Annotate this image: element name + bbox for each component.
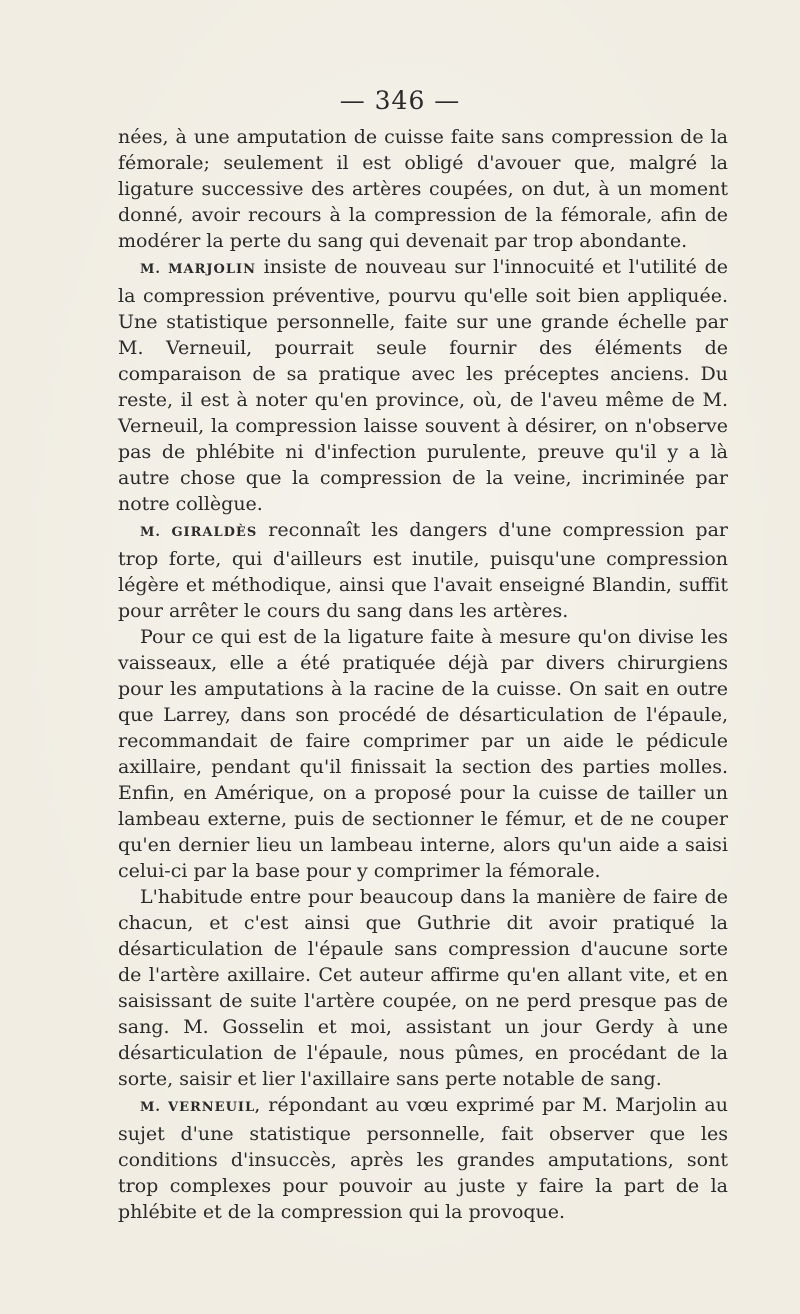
paragraph-ligature (118, 624, 728, 884)
paragraph-text: L'habitude entre pour beaucoup dans la manière de faire de chacun, et c'est ainsi que Guthrie dit avoir pratiqué la désarticulation de l'épaule sans compression d'aucune sorte de l'artère axillaire. Cet auteur affirme qu'en allant vite, et en saisissant de suite l'artère coupée, on ne perd presque pas de sang. M. Gosselin et moi, assistant un jour Gerdy à une désarticulation de l'épaule, nous pûmes, en procédant de la sorte, saisir et lier l'axillaire sans perte notable de sang. (118, 886, 728, 1090)
body-text (118, 124, 728, 1225)
page-number: — 346 — (339, 86, 461, 115)
paragraph-marjolin (118, 254, 728, 517)
paragraph-text: insiste de nouveau sur l'innocuité et l'utilité de la compression préventive, pourvu qu'elle soit bien appliquée. Une statistique personnelle, faite sur une grande échelle par M. Verneuil, pourrait seule fournir des éléments de comparaison de sa pratique avec les préceptes anciens. Du reste, il est à noter qu'en province, où, de l'aveu même de M. Verneuil, la compression laisse souvent à désirer, on n'observe pas de phlébite ni d'infection purulente, preuve qu'il y a là autre chose que la compression de la veine, incriminée par notre collègue. (118, 256, 728, 515)
paragraph-text: répondant au vœu exprimé par M. Marjolin au sujet d'une statistique personnelle, fait observer que les conditions d'insuccès, après les grandes amputations, sont trop complexes pour pouvoir au juste y faire la part de la phlébite et de la compression qui la provoque. (118, 1094, 728, 1223)
paragraph-text: Pour ce qui est de la ligature faite à mesure qu'on divise les vaisseaux, elle a été pratiquée déjà par divers chirurgiens pour les amputations à la racine de la cuisse. On sait en outre que Larrey, dans son procédé de désarticulation de l'épaule, recommandait de faire comprimer par un aide le pédicule axillaire, pendant qu'il finissait la section des parties molles. Enfin, en Amérique, on a proposé pour la cuisse de tailler un lambeau externe, puis de sectionner le fémur, et de ne couper qu'en dernier lieu un lambeau interne, alors qu'un aide a saisi celui-ci par la base pour y comprimer la fémorale. (118, 626, 728, 882)
paragraph-continuation (118, 124, 728, 254)
paragraph-verneuil (118, 1092, 728, 1225)
speaker-name: M. VERNEUIL, (140, 1100, 261, 1115)
speaker-name: M. GIRALDÈS (140, 525, 258, 540)
paragraph-text: nées, à une amputation de cuisse faite sans compression de la fémorale; seulement il est obligé d'avouer que, malgré la ligature successive des artères coupées, on dut, à un moment donné, avoir recours à la compression de la fémorale, afin de modérer la perte du sang qui devenait par trop abondante. (118, 126, 728, 252)
speaker-name: M. MARJOLIN (140, 262, 256, 277)
paragraph-text: reconnaît les dangers d'une compression par trop forte, qui d'ailleurs est inutile, puisqu'une compression légère et méthodique, ainsi que l'avait enseigné Blandin, suffit pour arrêter le cours du sang dans les artères. (118, 519, 728, 622)
paragraph-habitude (118, 884, 728, 1092)
paragraph-giraldes (118, 517, 728, 624)
